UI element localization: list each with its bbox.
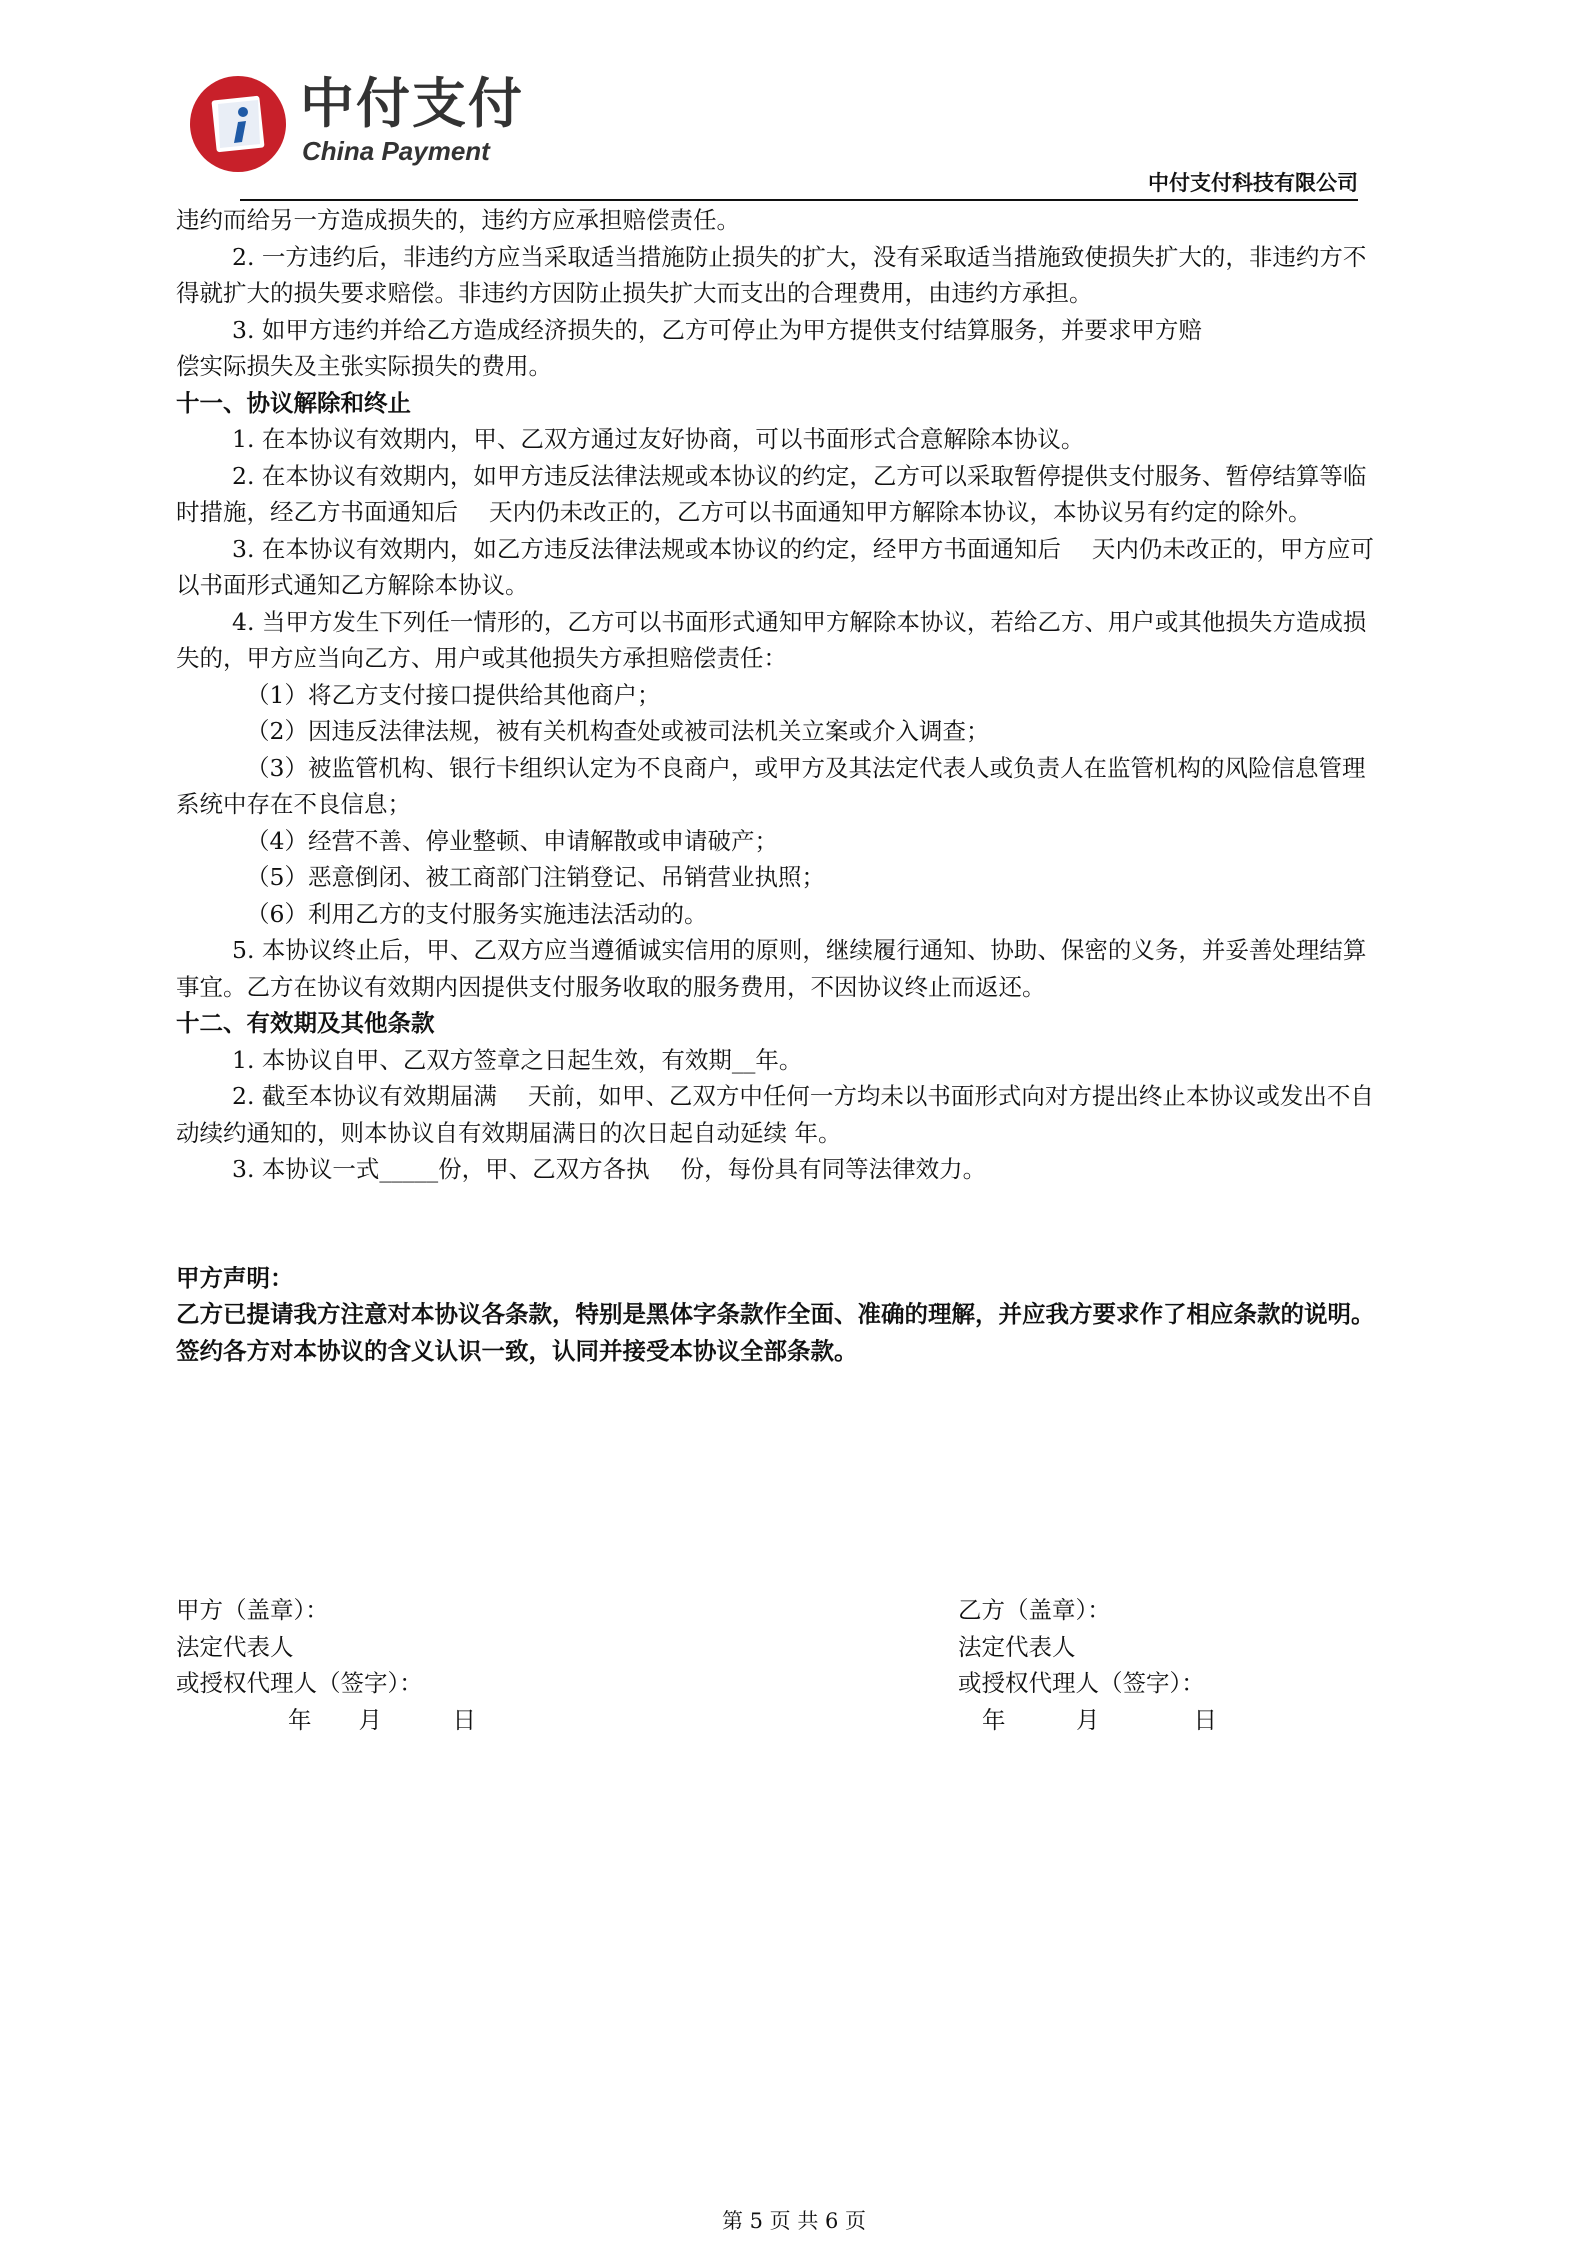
list-item: （3）被监管机构、银行卡组织认定为不良商户，或甲方及其法定代表人或负责人在监管机构的风险信息管理系统中存在不良信息； (176, 753, 1366, 818)
party-b-date: 年 月 日 (982, 1705, 1217, 1734)
brand-name-en: China Payment (302, 136, 490, 166)
page-number: 第 5 页 共 6 页 (721, 2209, 867, 2233)
paragraph: 1. 在本协议有效期内，甲、乙双方通过友好协商，可以书面形式合意解除本协议。 (232, 425, 1085, 453)
list-item: （6）利用乙方的支付服务实施违法活动的。 (246, 899, 708, 928)
party-a-signature-block (176, 1592, 476, 1738)
section-heading: 十二、有效期及其他条款 (176, 1009, 435, 1037)
china-payment-logo (188, 74, 288, 174)
header-divider (240, 199, 1358, 201)
paragraph: 5. 本协议终止后，甲、乙双方应当遵循诚实信用的原则，继续履行通知、协助、保密的义务，并妥善处理结算事宜。乙方在协议有效期内因提供支付服务收取的服务费用，不因协议终止而返还。 (176, 936, 1367, 1001)
paragraph: 3. 本协议一式_____份，甲、乙双方各执 份，每份具有同等法律效力。 (232, 1155, 987, 1183)
party-a-seal-label: 甲方（盖章）： (176, 1596, 329, 1624)
party-a-rep-label: 法定代表人 (176, 1632, 294, 1661)
list-item: （1）将乙方支付接口提供给其他商户； (246, 680, 661, 709)
paragraph: 3. 在本协议有效期内，如乙方违反法律法规或本协议的约定，经甲方书面通知后 天内仍未改正的，甲方应可以书面形式通知乙方解除本协议。 (176, 534, 1374, 599)
company-name: 中付支付科技有限公司 (1148, 171, 1358, 195)
paragraph: 偿实际损失及主张实际损失的费用。 (176, 352, 552, 380)
paragraph: 1. 本协议自甲、乙双方签章之日起生效，有效期__年。 (232, 1045, 803, 1074)
paragraph: 2. 一方违约后，非违约方应当采取适当措施防止损失的扩大，没有采取适当措施致使损失扩大的，非违约方不得就扩大的损失要求赔偿。非违约方因防止损失扩大而支出的合理费用，由违约方承担。 (176, 242, 1367, 307)
paragraph: 3. 如甲方违约并给乙方造成经济损失的，乙方可停止为甲方提供支付结算服务，并要求甲方赔 (232, 315, 1202, 344)
party-b-agent-label: 或授权代理人（签字）： (958, 1669, 1205, 1697)
paragraph: 2. 截至本协议有效期届满 天前，如甲、乙双方中任何一方均未以书面形式向对方提出终止本协议或发出不自动续约通知的，则本协议自有效期届满日的次日起自动延续 年。 (176, 1082, 1374, 1147)
party-b-signature-block (958, 1592, 1217, 1738)
list-item: （4）经营不善、停业整顿、申请解散或申请破产； (246, 826, 778, 855)
party-b-rep-label: 法定代表人 (958, 1632, 1076, 1661)
list-item: （2）因违反法律法规，被有关机构查处或被司法机关立案或介入调查； (246, 717, 990, 745)
paragraph: 违约而给另一方造成损失的，违约方应承担赔偿责任。 (176, 206, 740, 234)
party-a-date: 年 月 日 (288, 1705, 476, 1734)
declaration-text: 乙方已提请我方注意对本协议各条款，特别是黑体字条款作全面、准确的理解，并应我方要求作了相应条款的说明。签约各方对本协议的含义认识一致，认同并接受本协议全部条款。 (176, 1300, 1375, 1365)
brand-name-cn: 中付支付 (300, 72, 524, 135)
party-a-agent-label: 或授权代理人（签字）： (176, 1669, 423, 1697)
party-b-seal-label: 乙方（盖章）： (958, 1596, 1111, 1624)
spacer (176, 1188, 1384, 1260)
list-item: （5）恶意倒闭、被工商部门注销登记、吊销营业执照； (246, 863, 825, 891)
paragraph: 2. 在本协议有效期内，如甲方违反法律法规或本协议的约定，乙方可以采取暂停提供支付服务、暂停结算等临时措施，经乙方书面通知后 天内仍未改正的，乙方可以书面通知甲方解除本协议，本协议另有约定的除外。 (176, 461, 1367, 526)
section-heading: 十一、协议解除和终止 (176, 388, 411, 417)
document-body (176, 202, 1384, 1369)
declaration-title: 甲方声明： (176, 1263, 294, 1292)
paragraph: 4. 当甲方发生下列任一情形的，乙方可以书面形式通知甲方解除本协议，若给乙方、用户或其他损失方造成损失的，甲方应当向乙方、用户或其他损失方承担赔偿责任： (176, 607, 1367, 672)
